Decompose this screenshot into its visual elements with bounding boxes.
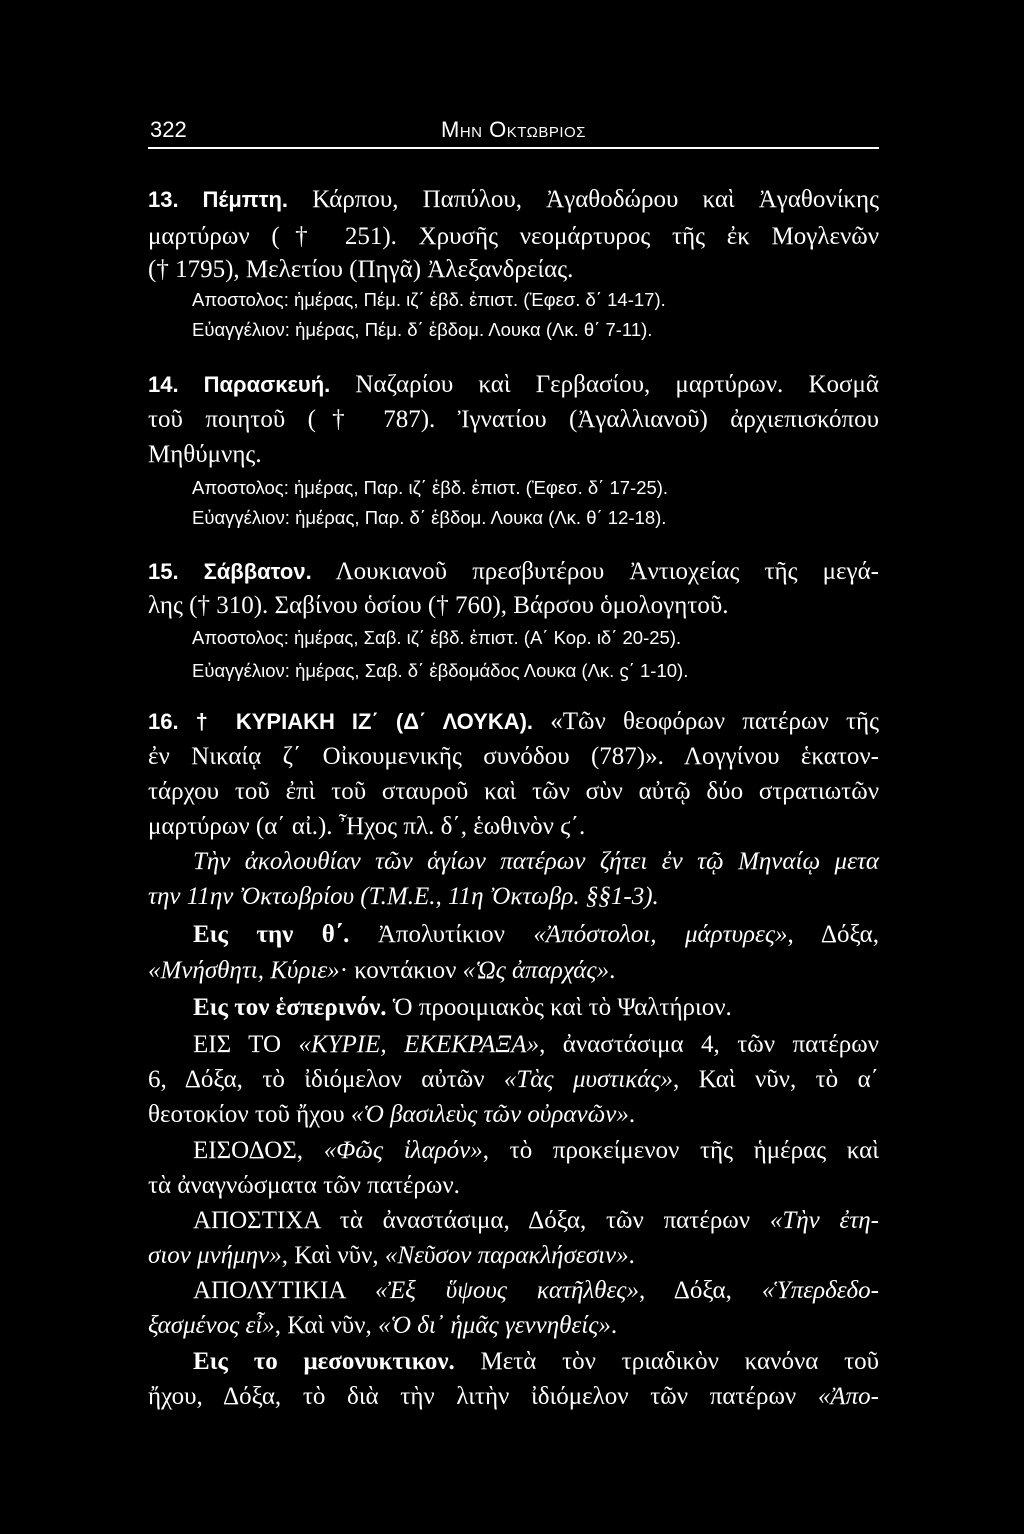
apostolos-reading: Αποστολος: ἡμέρας, Παρ. ιζ΄ ἑβδ. ἐπιστ. (Ἐφεσ. δ΄ 17-25). [192, 477, 669, 498]
entry-text: Κάρπου, Παπύλου, Ἀγαθοδώρου καὶ Ἀγαθονίκης [288, 186, 879, 213]
entry-16-line [148, 775, 879, 809]
day-label: 16. † ΚΥΡΙΑΚΗ ΙΖ΄ (Δ΄ ΛΟΥΚΑ). [148, 709, 534, 734]
rubric-label: Εις τον ἑσπερινόν. [193, 994, 387, 1021]
entry-text: τοῦ ποιητοῦ († 787). Ἰγνατίου (Ἀγαλλιανοῦ) ἀρχιεπισκόπου [148, 406, 879, 433]
rubric-line [193, 1028, 879, 1062]
running-title: Μην Οκτωβριος [441, 117, 586, 142]
entry-text: († 1795), Μελετίου (Πηγᾶ) Ἀλεξανδρείας. [148, 256, 574, 283]
rubric-text: , Καὶ νῦν, [281, 1242, 385, 1269]
entry-14-line [148, 368, 879, 402]
hymn-title: «Τὴν ἐτη- [769, 1207, 879, 1234]
day-label: 14. Παρασκευή. [148, 372, 331, 397]
rubric-text: , Δόξα, [787, 921, 880, 948]
rubric-text: . [609, 957, 616, 984]
hymn-title: «Ἐξ ὕψους κατῆλθες» [374, 1277, 639, 1304]
entry-15-line [148, 555, 879, 589]
rubric-text: Ἀπολυτίκιον [349, 921, 534, 948]
hymn-title: ξασμένος εἶ» [148, 1312, 275, 1339]
hymn-title: «Ἀπόστολοι, μάρτυρες» [533, 921, 788, 948]
entry-text: Ναζαρίου καὶ Γερβασίου, μαρτύρων. Κοσμᾶ [330, 371, 879, 398]
entry-14-line [148, 403, 879, 437]
hymn-title: «Τὰς μυστικάς» [503, 1066, 673, 1093]
hymn-title: σιον μνήμην» [148, 1242, 282, 1269]
rubric-text: ΑΠΟΛΥΤΙΚΙΑ [193, 1277, 375, 1304]
hymn-title: «Ὁ δι᾿ ἡμᾶς γεννηθείς» [377, 1312, 611, 1339]
rubric-text: θεοτοκίον τοῦ ἤχου [148, 1101, 351, 1128]
rubric-line [148, 1169, 879, 1203]
rubric-text: ΑΠΟΣΤΙΧΑ τὰ ἀναστάσιμα, Δόξα, τῶν πατέρων [193, 1207, 770, 1234]
rubric-line [193, 1204, 879, 1238]
rubric-text: , Καὶ νῦν, τὸ α΄ [673, 1066, 880, 1093]
rubric-text: , Καὶ νῦν, [274, 1312, 378, 1339]
entry-text: τάρχου τοῦ ἐπὶ τοῦ σταυροῦ καὶ τῶν σὺν αὐτῷ δύο στρατιωτῶν [148, 778, 879, 805]
rubric-text: Ὁ προοιμιακὸς καὶ τὸ Ψαλτήριον. [386, 994, 732, 1021]
hymn-title: «Ὑπερδεδο- [761, 1277, 879, 1304]
entry-text: ἐν Νικαίᾳ ζ΄ Οἰκουμενικῆς συνόδου (787)». Λογγίνου ἑκατον- [148, 743, 879, 770]
entry-13-line [148, 220, 879, 254]
apostolos-reading: Αποστολος: ἡμέρας, Σαβ. ιζ΄ ἑβδ. ἐπιστ. (Α΄ Κορ. ιδ΄ 20-25). [192, 627, 682, 648]
rubric-text: 6, Δόξα, τὸ ἰδιόμελον αὐτῶν [148, 1066, 504, 1093]
entry-text: Μηθύμνης. [148, 441, 262, 468]
rubric-text: Μετὰ τὸν τριαδικὸν κανόνα τοῦ [454, 1348, 879, 1375]
day-label: 13. Πέμπτη. [148, 187, 289, 212]
italic-note [148, 880, 879, 914]
rubric-text: ἤχου, Δόξα, τὸ διὰ τὴν λιτὴν ἰδιόμελον τῶν πατέρων [148, 1383, 818, 1410]
note-text: Τὴν ἀκολουθίαν τῶν ἁγίων πατέρων ζήτει ἐν τῷ Μηναίῳ μετα [193, 848, 879, 875]
rubric-line [148, 1380, 879, 1414]
entry-text: μαρτύρων († 251). Χρυσῆς νεομάρτυρος τῆς ἐκ Μογλενῶν [148, 223, 879, 250]
italic-note [193, 845, 879, 879]
rubric-line [148, 954, 879, 988]
hymn-title: «Ἀπο- [817, 1383, 879, 1410]
entry-16-line [148, 810, 879, 844]
rubric-line [148, 1063, 879, 1097]
rubric-text: , τὸ προκείμενον τῆς ἡμέρας καὶ [482, 1137, 879, 1164]
rubric-text: τὰ ἀναγνώσματα τῶν πατέρων. [148, 1172, 460, 1199]
gospel-reading: Εὐαγγέλιον: ἡμέρας, Σαβ. δ΄ ἑβδομάδος Λουκα (Λκ. ϛ΄ 1-10). [192, 660, 689, 681]
apostolos-reading: Αποστολος: ἡμέρας, Πέμ. ιζ΄ ἑβδ. ἐπιστ. (Ἐφεσ. δ΄ 14-17). [192, 289, 666, 310]
rubric-line [193, 991, 879, 1025]
hymn-title: «Μνήσθητι, Κύριε» [148, 957, 340, 984]
rubric-line [148, 1098, 879, 1132]
gospel-reading: Εὐαγγέλιον: ἡμέρας, Παρ. δ΄ ἑβδομ. Λουκα (Λκ. θ΄ 12-18). [192, 507, 667, 528]
rubric-text: ΕΙΣ ΤΟ [193, 1031, 299, 1058]
entry-text: «Τῶν θεοφόρων πατέρων τῆς [533, 708, 880, 735]
entry-16-line [148, 705, 879, 739]
day-label: 15. Σάββατον. [148, 559, 312, 584]
rubric-text: , Δόξα, [638, 1277, 762, 1304]
entry-15-line [148, 589, 879, 623]
rubric-text: . [628, 1101, 636, 1128]
rubric-line [193, 1134, 879, 1168]
rubric-text: . [628, 1242, 635, 1269]
entry-13-line [148, 253, 879, 287]
rubric-label: Εις το μεσονυκτικον. [193, 1348, 455, 1375]
hymn-title: «Νεῦσον παρακλήσεσιν» [384, 1242, 629, 1269]
rubric-line [193, 1345, 879, 1379]
rubric-line [148, 1309, 879, 1343]
rubric-line [193, 1274, 879, 1308]
entry-text: μαρτύρων (α΄ αἰ.). Ἦχος πλ. δ΄, ἑωθινὸν ϛ΄. [148, 813, 586, 840]
rubric-label: Εις την θ΄. [193, 921, 350, 948]
note-text: την 11ην Ὀκτωβρίου (Τ.Μ.Ε., 11η Ὀκτωβρ. §§1-3). [148, 883, 659, 910]
gospel-reading: Εὐαγγέλιον: ἡμέρας, Πέμ. δ΄ ἑβδομ. Λουκα (Λκ. θ΄ 7-11). [192, 319, 653, 340]
entry-text: Λουκιανοῦ πρεσβυτέρου Ἀντιοχείας τῆς μεγά- [311, 558, 880, 585]
hymn-title: «ΚΥΡΙΕ, ΕΚΕΚΡΑΞΑ» [298, 1031, 540, 1058]
page-number: 322 [150, 117, 187, 142]
rubric-text: . [610, 1312, 618, 1339]
rubric-line [148, 1239, 879, 1273]
rubric-text: , ἀναστάσιμα 4, τῶν πατέρων [539, 1031, 879, 1058]
hymn-title: «Φῶς ἱλαρόν» [323, 1137, 483, 1164]
entry-13-line [148, 183, 879, 217]
rubric-line [193, 918, 879, 952]
entry-text: λης († 310). Σαβίνου ὁσίου († 760), Βάρσου ὁμολογητοῦ. [148, 592, 729, 619]
entry-16-line [148, 740, 879, 774]
hymn-title: «Ὡς ἀπαρχάς» [462, 957, 610, 984]
header-rule [148, 147, 879, 149]
rubric-text: · κοντάκιον [339, 957, 463, 984]
rubric-text: ΕΙΣΟΔΟΣ, [193, 1137, 324, 1164]
entry-14-line [148, 438, 879, 472]
hymn-title: «Ὁ βασιλεὺς τῶν οὐρανῶν» [350, 1101, 629, 1128]
